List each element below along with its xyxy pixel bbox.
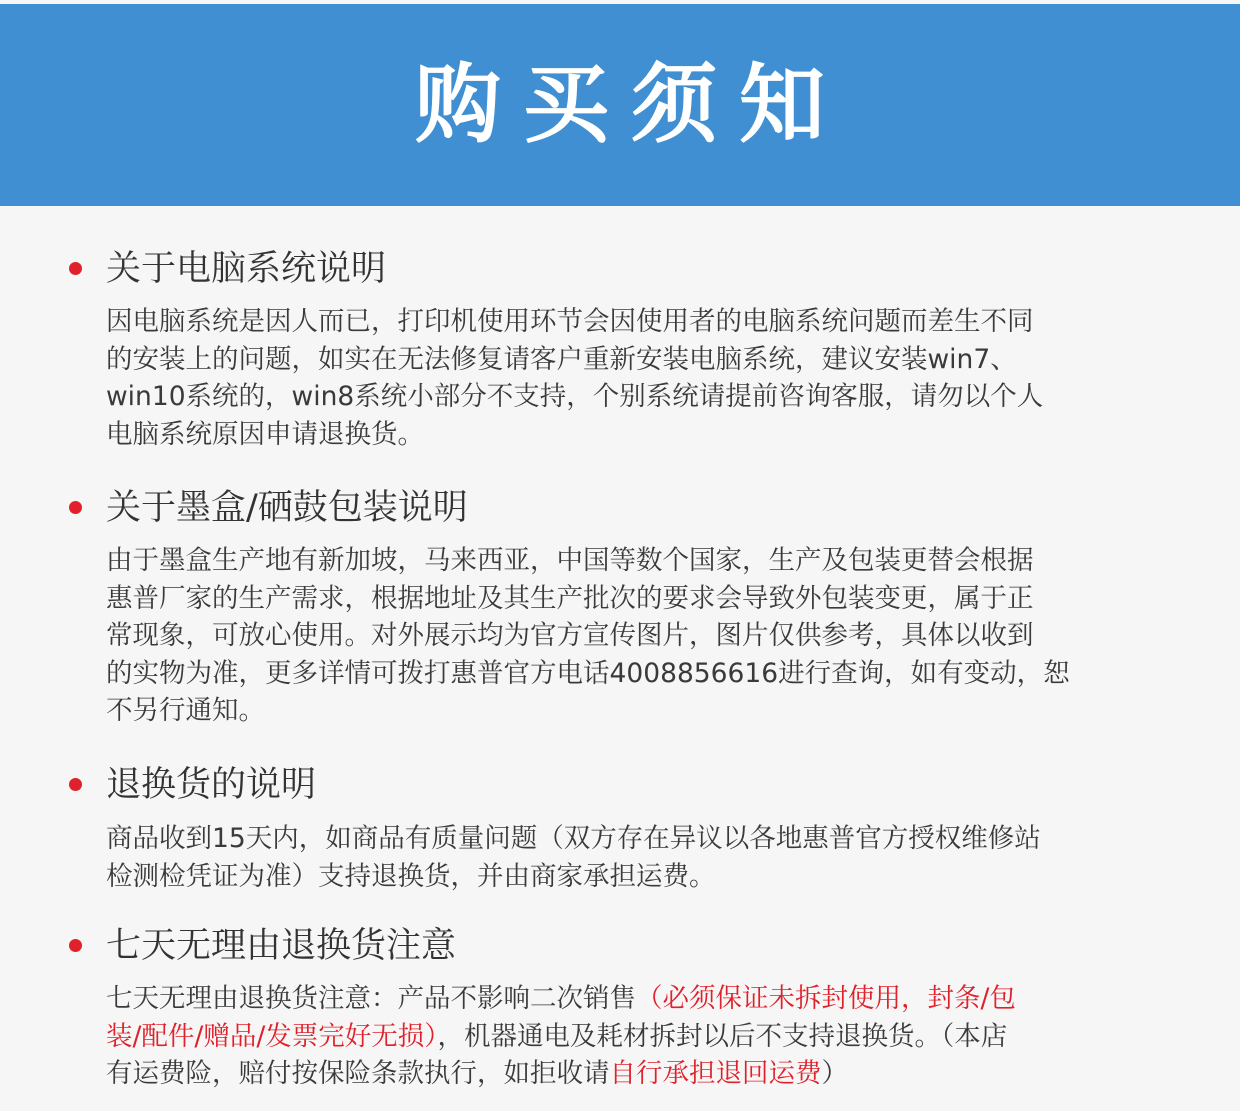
body-text: 有运费险，赔付按保险条款执行，如拒收请 [106,1058,610,1090]
body-line: 由于墨盒生产地有新加坡，马来西亚，中国等数个国家，生产及包装更替会根据 [106,545,1034,576]
body-text: ，机器通电及耗材拆封以后不支持退换货。（本店 [437,1020,1008,1052]
bullet-dot [69,501,82,514]
body-line [106,1055,1156,1093]
body-line: 的安装上的问题，如实在无法修复请客户重新安装电脑系统，建议安装win7、 [106,343,1017,375]
body-line: 惠普厂家的生产需求，根据地址及其生产批次的要求会导致外包装变更，属于正 [106,582,1034,614]
body-line [106,1018,1156,1056]
body-line: 商品收到15天内，如商品有质量问题（双方存在异议以各地惠普官方授权维修站 [106,823,1041,854]
body-line: 的实物为准，更多详情可拨打惠普官方电话4008856616进行查询，如有变动，恕 [106,657,1070,689]
highlight-text: 装/配件/赠品/发票完好无损） [106,1020,438,1052]
section-body [106,820,1156,895]
body-line: 不另行通知。 [106,695,265,727]
body-text: ） [821,1058,848,1090]
section-body [106,303,1156,453]
header-banner [0,4,1240,206]
body-line: 因电脑系统是因人而已，打印机使用环节会因使用者的电脑系统问题而差生不同 [106,306,1034,337]
body-line: 常现象，可放心使用。对外展示均为官方宣传图片，图片仅供参考，具体以收到 [106,620,1034,652]
section-body [106,542,1156,730]
highlight-text: 自行承担退回运费 [609,1058,822,1090]
highlight-text: （必须保证未拆封使用，封条/包 [636,983,1016,1014]
body-line [106,980,1156,1018]
bullet-dot [69,939,82,952]
body-text: 七天无理由退换货注意：产品不影响二次销售 [106,983,636,1014]
bullet-dot [69,262,82,275]
body-line: 电脑系统原因申请退换货。 [106,418,424,450]
bullet-dot [69,778,82,791]
section-body [106,980,1156,1093]
section-title: 七天无理由退换货注意 [106,926,457,966]
section-title: 退换货的说明 [106,765,317,805]
body-line: win10系统的，win8系统小部分不支持，个别系统请提前咨询客服，请勿以个人 [106,381,1044,413]
page-title: 购买须知 [415,55,847,155]
section-title: 关于电脑系统说明 [106,249,387,289]
body-line: 检测检凭证为准）支持退换货，并由商家承担运费。 [106,860,716,892]
section-title: 关于墨盒/硒鼓包装说明 [106,488,468,528]
